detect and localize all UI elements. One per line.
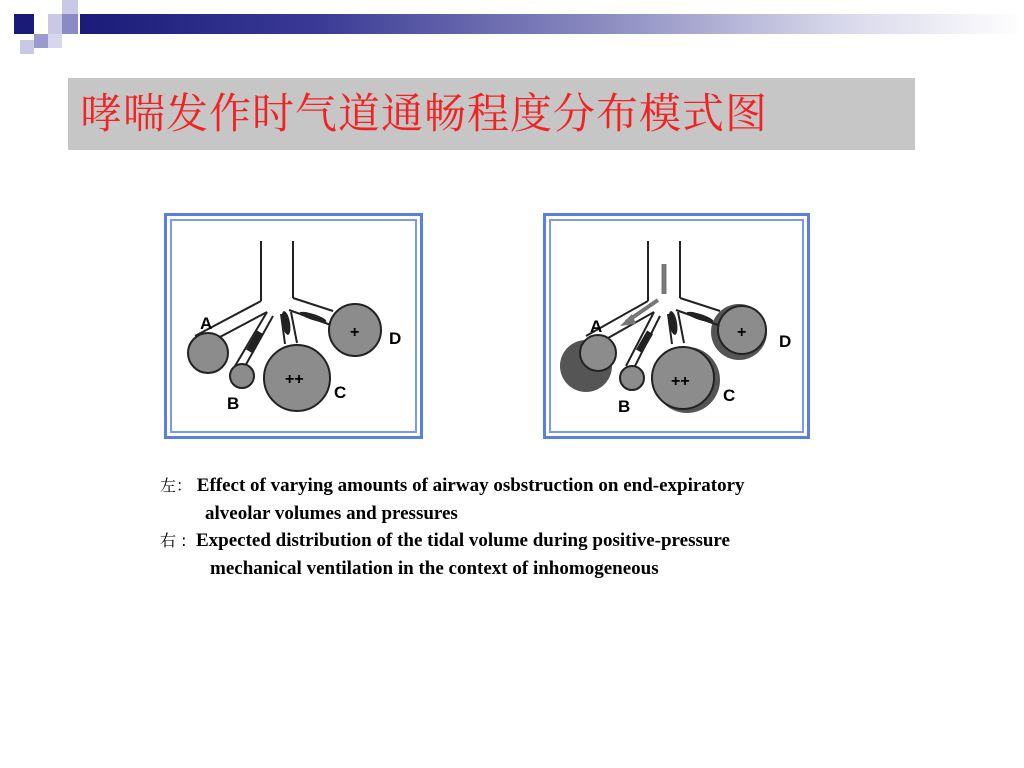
label-a: A [200, 314, 213, 333]
figure-right-diagram [546, 216, 807, 436]
header-gradient-bar [80, 14, 1024, 34]
figure-left-diagram [167, 216, 420, 436]
alveolus-b [620, 366, 644, 390]
label-c: C [334, 383, 347, 402]
deco-square [48, 34, 62, 48]
deco-square [62, 14, 78, 34]
alveolus-b [230, 364, 254, 388]
deco-square [48, 14, 62, 34]
caption-left-line2: alveolar volumes and pressures [205, 502, 458, 524]
caption-right-marker: 右 : [160, 531, 187, 550]
label-b: B [618, 397, 631, 416]
deco-square [62, 0, 78, 14]
caption-left-line1: 左： Effect of varying amounts of airway osbstruction on end-expiratory [160, 475, 745, 496]
label-d-pressure: + [737, 324, 747, 341]
slide-title: 哮喘发作时气道通畅程度分布模式图 [80, 89, 769, 138]
label-c: C [723, 386, 736, 405]
label-d: D [779, 332, 792, 351]
label-d-pressure: + [350, 324, 360, 341]
label-c-pressure: ++ [285, 371, 304, 388]
caption-left-marker: 左： [160, 476, 193, 495]
title-box [68, 78, 915, 150]
airway-obstruction [686, 310, 714, 324]
alveolus-a [580, 335, 616, 371]
label-c-pressure: ++ [671, 373, 690, 390]
caption-right-line1: 右 : Expected distribution of the tidal volume during positive-pressure [160, 530, 730, 551]
airway-obstruction [299, 310, 327, 324]
figure-left-panel [164, 213, 423, 439]
figure-caption [160, 472, 880, 582]
figure-right-panel [543, 213, 810, 439]
label-a: A [590, 317, 603, 336]
alveolus-a [188, 333, 228, 373]
deco-square [0, 0, 14, 14]
label-b: B [227, 394, 240, 413]
deco-square [34, 34, 48, 48]
label-d: D [389, 329, 402, 348]
deco-square [14, 14, 34, 34]
deco-square [20, 40, 34, 54]
caption-right-line2: mechanical ventilation in the context of inhomogeneous [210, 557, 659, 579]
